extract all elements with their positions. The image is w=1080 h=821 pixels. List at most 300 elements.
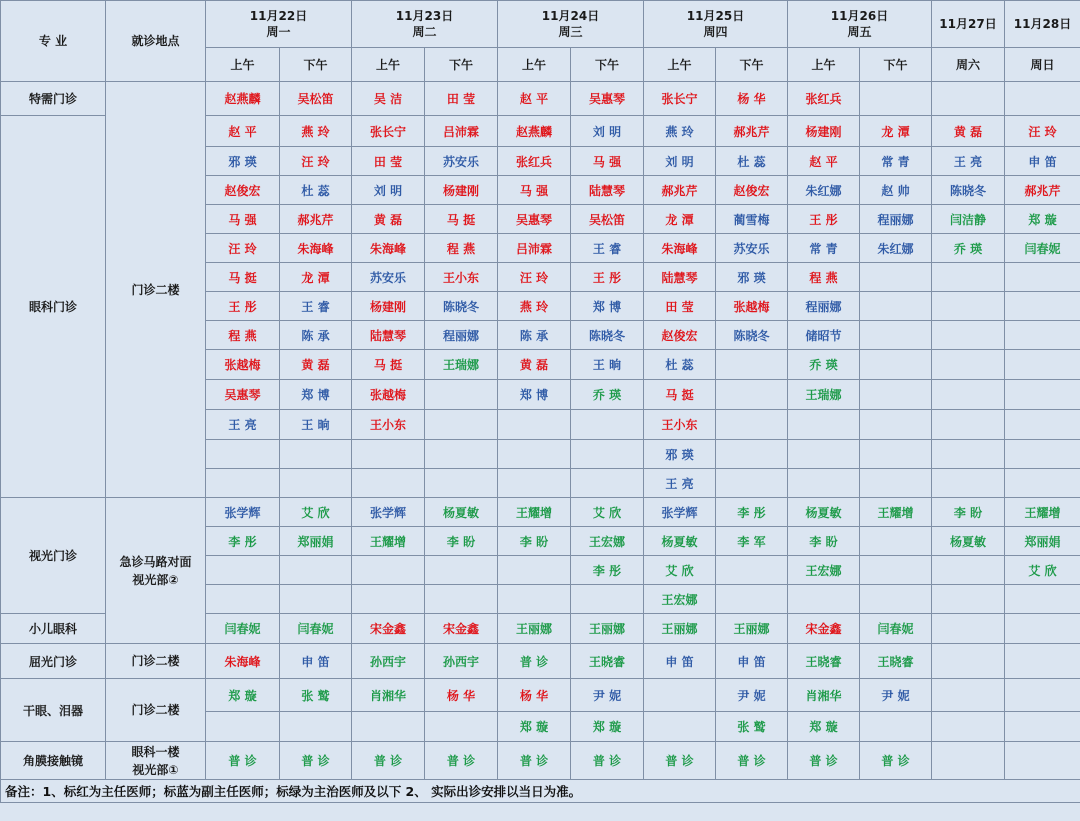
- doctor-cell: 储昭节: [788, 321, 860, 350]
- doctor-cell: 张 鹫: [716, 712, 788, 742]
- doctor-cell: 吴惠琴: [498, 205, 571, 234]
- doctor-cell: 苏安乐: [716, 234, 788, 263]
- doctor-cell: [716, 585, 788, 614]
- doctor-cell: [860, 380, 932, 410]
- doctor-cell: 郑 博: [571, 292, 644, 321]
- doctor-cell: [352, 712, 425, 742]
- doctor-cell: 宋金鑫: [788, 614, 860, 644]
- doctor-cell: [206, 556, 280, 585]
- doctor-cell: 申 笛: [1005, 147, 1080, 176]
- doctor-cell: [860, 321, 932, 350]
- doctor-cell: [571, 410, 644, 440]
- slot-tue-am: 上午: [352, 48, 425, 82]
- doctor-cell: 王 亮: [206, 410, 280, 440]
- doctor-cell: [498, 440, 571, 469]
- location-cell: 门诊二楼: [106, 644, 206, 679]
- doctor-cell: 普 诊: [571, 742, 644, 780]
- slot-sun: 周日: [1005, 48, 1080, 82]
- doctor-cell: [352, 585, 425, 614]
- doctor-cell: 朱海峰: [206, 644, 280, 679]
- doctor-cell: 王丽娜: [498, 614, 571, 644]
- doctor-cell: 郑丽娟: [280, 527, 352, 556]
- doctor-cell: 赵燕麟: [498, 116, 571, 147]
- doctor-cell: 郑 璇: [1005, 205, 1080, 234]
- doctor-cell: 闫春妮: [280, 614, 352, 644]
- doctor-cell: [860, 410, 932, 440]
- header-day-mon: 11月22日 周一: [206, 1, 352, 48]
- doctor-cell: 吴惠琴: [206, 380, 280, 410]
- slot-thu-am: 上午: [644, 48, 716, 82]
- doctor-cell: 刘 明: [644, 147, 716, 176]
- doctor-cell: 李 盼: [788, 527, 860, 556]
- doctor-cell: [498, 556, 571, 585]
- doctor-cell: [1005, 585, 1080, 614]
- doctor-cell: [932, 585, 1005, 614]
- doctor-cell: 马 强: [571, 147, 644, 176]
- doctor-cell: [788, 585, 860, 614]
- doctor-cell: [932, 614, 1005, 644]
- doctor-cell: 刘 明: [352, 176, 425, 205]
- doctor-cell: 艾 欣: [644, 556, 716, 585]
- doctor-cell: 普 诊: [860, 742, 932, 780]
- doctor-cell: [1005, 292, 1080, 321]
- doctor-cell: 张越梅: [352, 380, 425, 410]
- doctor-cell: 王耀增: [352, 527, 425, 556]
- doctor-cell: 田 莹: [644, 292, 716, 321]
- doctor-cell: 申 笛: [280, 644, 352, 679]
- doctor-cell: [498, 469, 571, 498]
- doctor-cell: 普 诊: [206, 742, 280, 780]
- doctor-cell: [932, 440, 1005, 469]
- doctor-cell: 艾 欣: [280, 498, 352, 527]
- doctor-cell: 黄 磊: [280, 350, 352, 380]
- doctor-cell: 李 盼: [425, 527, 498, 556]
- doctor-cell: 陆慧琴: [571, 176, 644, 205]
- header-row-days: [1, 1, 1080, 48]
- doctor-cell: 陈晓冬: [932, 176, 1005, 205]
- doctor-cell: 程 燕: [425, 234, 498, 263]
- header-day-tue: 11月23日 周二: [352, 1, 498, 48]
- doctor-cell: 马 挺: [425, 205, 498, 234]
- doctor-cell: 普 诊: [352, 742, 425, 780]
- doctor-cell: 马 强: [498, 176, 571, 205]
- doctor-cell: 程丽娜: [788, 292, 860, 321]
- schedule-row: [1, 82, 1080, 116]
- doctor-cell: 常 青: [788, 234, 860, 263]
- doctor-cell: 黄 磊: [932, 116, 1005, 147]
- doctor-cell: 普 诊: [716, 742, 788, 780]
- doctor-cell: [860, 292, 932, 321]
- doctor-cell: 朱红娜: [860, 234, 932, 263]
- doctor-cell: 郝兆芹: [280, 205, 352, 234]
- specialty-cell: 视光门诊: [1, 498, 106, 614]
- doctor-cell: [860, 469, 932, 498]
- doctor-cell: [352, 469, 425, 498]
- doctor-cell: 杨建刚: [425, 176, 498, 205]
- doctor-cell: 汪 玲: [1005, 116, 1080, 147]
- specialty-cell: 屈光门诊: [1, 644, 106, 679]
- doctor-cell: 王瑞娜: [788, 380, 860, 410]
- doctor-cell: 赵燕麟: [206, 82, 280, 116]
- doctor-cell: [280, 556, 352, 585]
- doctor-cell: 龙 潭: [860, 116, 932, 147]
- doctor-cell: 杜 蕊: [716, 147, 788, 176]
- doctor-cell: 闫洁静: [932, 205, 1005, 234]
- doctor-cell: 李 盼: [498, 527, 571, 556]
- doctor-cell: 汪 玲: [498, 263, 571, 292]
- doctor-cell: 陈晓冬: [716, 321, 788, 350]
- location-cell: 门诊二楼: [106, 679, 206, 742]
- slot-mon-am: 上午: [206, 48, 280, 82]
- doctor-cell: [1005, 712, 1080, 742]
- doctor-cell: 陈晓冬: [571, 321, 644, 350]
- schedule-row: [1, 679, 1080, 712]
- doctor-cell: 田 莹: [425, 82, 498, 116]
- doctor-cell: 吴 洁: [352, 82, 425, 116]
- doctor-cell: [716, 380, 788, 410]
- doctor-cell: [860, 585, 932, 614]
- doctor-cell: 郑 博: [280, 380, 352, 410]
- doctor-cell: [1005, 440, 1080, 469]
- doctor-cell: [1005, 644, 1080, 679]
- doctor-cell: 闫春妮: [206, 614, 280, 644]
- doctor-cell: 王小东: [352, 410, 425, 440]
- doctor-cell: [425, 469, 498, 498]
- doctor-cell: [788, 469, 860, 498]
- doctor-cell: 杨建刚: [788, 116, 860, 147]
- doctor-cell: 邪 瑛: [206, 147, 280, 176]
- doctor-cell: 陈 承: [498, 321, 571, 350]
- doctor-cell: 尹 妮: [860, 679, 932, 712]
- slot-thu-pm: 下午: [716, 48, 788, 82]
- doctor-cell: [1005, 321, 1080, 350]
- doctor-cell: [860, 527, 932, 556]
- specialty-cell: 眼科门诊: [1, 116, 106, 498]
- doctor-cell: 王耀增: [498, 498, 571, 527]
- doctor-cell: 杨 华: [716, 82, 788, 116]
- slot-wed-am: 上午: [498, 48, 571, 82]
- doctor-cell: 赵俊宏: [206, 176, 280, 205]
- doctor-cell: 普 诊: [644, 742, 716, 780]
- doctor-cell: 杨建刚: [352, 292, 425, 321]
- doctor-cell: 郑 璇: [206, 679, 280, 712]
- slot-mon-pm: 下午: [280, 48, 352, 82]
- doctor-cell: 燕 玲: [498, 292, 571, 321]
- doctor-cell: 赵俊宏: [716, 176, 788, 205]
- doctor-cell: 王晓睿: [571, 644, 644, 679]
- doctor-cell: 王丽娜: [571, 614, 644, 644]
- doctor-cell: 肖湘华: [352, 679, 425, 712]
- doctor-cell: 李 军: [716, 527, 788, 556]
- doctor-cell: 燕 玲: [280, 116, 352, 147]
- doctor-cell: [1005, 410, 1080, 440]
- doctor-cell: 常 青: [860, 147, 932, 176]
- doctor-cell: 普 诊: [425, 742, 498, 780]
- doctor-cell: [571, 440, 644, 469]
- doctor-cell: 尹 妮: [716, 679, 788, 712]
- doctor-cell: 邪 瑛: [716, 263, 788, 292]
- doctor-cell: [716, 410, 788, 440]
- header-day-fri: 11月26日 周五: [788, 1, 932, 48]
- doctor-cell: [932, 712, 1005, 742]
- doctor-cell: 王 睿: [280, 292, 352, 321]
- doctor-cell: 龙 潭: [280, 263, 352, 292]
- doctor-cell: 黄 磊: [352, 205, 425, 234]
- doctor-cell: 燕 玲: [644, 116, 716, 147]
- doctor-cell: 赵 平: [788, 147, 860, 176]
- doctor-cell: [932, 556, 1005, 585]
- doctor-cell: 王小东: [425, 263, 498, 292]
- location-cell: 眼科一楼 视光部①: [106, 742, 206, 780]
- doctor-cell: 杨夏敏: [644, 527, 716, 556]
- doctor-cell: 朱海峰: [644, 234, 716, 263]
- doctor-cell: 宋金鑫: [425, 614, 498, 644]
- doctor-cell: [1005, 614, 1080, 644]
- doctor-cell: [932, 263, 1005, 292]
- doctor-cell: 苏安乐: [352, 263, 425, 292]
- doctor-cell: [1005, 679, 1080, 712]
- doctor-cell: 杨 华: [425, 679, 498, 712]
- location-cell: 门诊二楼: [106, 82, 206, 498]
- doctor-cell: [932, 82, 1005, 116]
- doctor-cell: [571, 585, 644, 614]
- doctor-cell: [498, 410, 571, 440]
- doctor-cell: 马 挺: [644, 380, 716, 410]
- doctor-cell: 苏安乐: [425, 147, 498, 176]
- doctor-cell: [932, 469, 1005, 498]
- doctor-cell: 王瑞娜: [425, 350, 498, 380]
- doctor-cell: 龙 潭: [644, 205, 716, 234]
- doctor-cell: [860, 350, 932, 380]
- doctor-cell: 黄 磊: [498, 350, 571, 380]
- doctor-cell: 李 盼: [932, 498, 1005, 527]
- doctor-cell: 王 彤: [788, 205, 860, 234]
- doctor-cell: 吕沛霖: [425, 116, 498, 147]
- doctor-cell: 孙西宇: [352, 644, 425, 679]
- doctor-cell: 尹 妮: [571, 679, 644, 712]
- doctor-cell: 乔 瑛: [932, 234, 1005, 263]
- doctor-cell: [932, 292, 1005, 321]
- specialty-cell: 小儿眼科: [1, 614, 106, 644]
- doctor-cell: 王 彤: [571, 263, 644, 292]
- doctor-cell: 王 睿: [571, 234, 644, 263]
- doctor-cell: 杨夏敏: [932, 527, 1005, 556]
- doctor-cell: 程丽娜: [425, 321, 498, 350]
- doctor-cell: 郑丽娟: [1005, 527, 1080, 556]
- doctor-cell: [206, 469, 280, 498]
- doctor-cell: 王 彤: [206, 292, 280, 321]
- doctor-cell: [352, 440, 425, 469]
- doctor-cell: 普 诊: [498, 644, 571, 679]
- header-location: 就诊地点: [106, 1, 206, 82]
- doctor-cell: 李 彤: [206, 527, 280, 556]
- schedule-row: [1, 498, 1080, 527]
- doctor-cell: [571, 469, 644, 498]
- slot-fri-pm: 下午: [860, 48, 932, 82]
- doctor-cell: [860, 82, 932, 116]
- doctor-cell: [1005, 350, 1080, 380]
- doctor-cell: 吴松笛: [571, 205, 644, 234]
- doctor-cell: 王丽娜: [644, 614, 716, 644]
- schedule-row: [1, 644, 1080, 679]
- doctor-cell: 普 诊: [788, 742, 860, 780]
- doctor-cell: 闫春妮: [860, 614, 932, 644]
- slot-wed-pm: 下午: [571, 48, 644, 82]
- doctor-cell: 申 笛: [716, 644, 788, 679]
- doctor-cell: [206, 712, 280, 742]
- doctor-cell: 王耀增: [860, 498, 932, 527]
- doctor-cell: 张学辉: [206, 498, 280, 527]
- doctor-cell: [932, 410, 1005, 440]
- doctor-cell: 艾 欣: [571, 498, 644, 527]
- doctor-cell: 王 亮: [644, 469, 716, 498]
- doctor-cell: 蔺雪梅: [716, 205, 788, 234]
- doctor-cell: [1005, 263, 1080, 292]
- doctor-cell: [716, 469, 788, 498]
- doctor-cell: [498, 585, 571, 614]
- slot-tue-pm: 下午: [425, 48, 498, 82]
- doctor-cell: [425, 556, 498, 585]
- doctor-cell: 李 彤: [571, 556, 644, 585]
- note-row: [1, 780, 1080, 803]
- doctor-cell: [280, 440, 352, 469]
- doctor-cell: [788, 440, 860, 469]
- doctor-cell: [280, 469, 352, 498]
- doctor-cell: 杨夏敏: [425, 498, 498, 527]
- doctor-cell: [1005, 469, 1080, 498]
- slot-sat: 周六: [932, 48, 1005, 82]
- doctor-cell: 张 鹫: [280, 679, 352, 712]
- doctor-cell: 王晓睿: [788, 644, 860, 679]
- doctor-cell: 王耀增: [1005, 498, 1080, 527]
- doctor-cell: 王宏娜: [571, 527, 644, 556]
- specialty-cell: 干眼、泪器: [1, 679, 106, 742]
- schedule-row: [1, 742, 1080, 780]
- doctor-cell: 陈 承: [280, 321, 352, 350]
- doctor-cell: [1005, 82, 1080, 116]
- doctor-cell: 乔 瑛: [788, 350, 860, 380]
- specialty-cell: 特需门诊: [1, 82, 106, 116]
- doctor-cell: [716, 350, 788, 380]
- doctor-cell: 张学辉: [352, 498, 425, 527]
- doctor-cell: 宋金鑫: [352, 614, 425, 644]
- header-day-sat: 11月27日: [932, 1, 1005, 48]
- doctor-cell: 王 晌: [280, 410, 352, 440]
- doctor-cell: 郑 璇: [498, 712, 571, 742]
- doctor-cell: 杨夏敏: [788, 498, 860, 527]
- doctor-cell: 汪 玲: [206, 234, 280, 263]
- doctor-cell: [860, 712, 932, 742]
- doctor-cell: [860, 440, 932, 469]
- doctor-cell: [1005, 742, 1080, 780]
- doctor-cell: 郑 璇: [788, 712, 860, 742]
- doctor-cell: 郑 璇: [571, 712, 644, 742]
- doctor-cell: 陆慧琴: [352, 321, 425, 350]
- doctor-cell: 王 晌: [571, 350, 644, 380]
- doctor-cell: [716, 556, 788, 585]
- doctor-cell: [425, 585, 498, 614]
- doctor-cell: [206, 585, 280, 614]
- doctor-cell: 艾 欣: [1005, 556, 1080, 585]
- doctor-cell: 王宏娜: [644, 585, 716, 614]
- doctor-cell: [352, 556, 425, 585]
- doctor-cell: [788, 410, 860, 440]
- doctor-cell: 张学辉: [644, 498, 716, 527]
- doctor-cell: [932, 321, 1005, 350]
- doctor-cell: [860, 556, 932, 585]
- doctor-cell: [932, 679, 1005, 712]
- doctor-cell: 张越梅: [716, 292, 788, 321]
- doctor-cell: [425, 440, 498, 469]
- doctor-cell: 马 强: [206, 205, 280, 234]
- header-specialty: 专 业: [1, 1, 106, 82]
- doctor-cell: 杜 蕊: [280, 176, 352, 205]
- doctor-cell: 张长宁: [644, 82, 716, 116]
- doctor-cell: 马 挺: [352, 350, 425, 380]
- doctor-cell: 郝兆芹: [716, 116, 788, 147]
- specialty-cell: 角膜接触镜: [1, 742, 106, 780]
- doctor-cell: 陈晓冬: [425, 292, 498, 321]
- doctor-cell: 赵 帅: [860, 176, 932, 205]
- doctor-cell: 朱海峰: [352, 234, 425, 263]
- doctor-cell: 申 笛: [644, 644, 716, 679]
- doctor-cell: 程 燕: [206, 321, 280, 350]
- doctor-cell: 刘 明: [571, 116, 644, 147]
- doctor-cell: [206, 440, 280, 469]
- doctor-cell: [932, 644, 1005, 679]
- doctor-cell: 肖湘华: [788, 679, 860, 712]
- doctor-cell: 吴惠琴: [571, 82, 644, 116]
- doctor-cell: 郝兆芹: [644, 176, 716, 205]
- doctor-cell: 杜 蕊: [644, 350, 716, 380]
- doctor-cell: 王宏娜: [788, 556, 860, 585]
- doctor-cell: [425, 712, 498, 742]
- doctor-cell: 杨 华: [498, 679, 571, 712]
- doctor-cell: [716, 440, 788, 469]
- doctor-cell: 张长宁: [352, 116, 425, 147]
- location-cell: 急诊马路对面 视光部②: [106, 498, 206, 644]
- doctor-cell: 李 彤: [716, 498, 788, 527]
- doctor-cell: 王小东: [644, 410, 716, 440]
- doctor-cell: 朱红娜: [788, 176, 860, 205]
- doctor-cell: 陆慧琴: [644, 263, 716, 292]
- doctor-cell: 赵俊宏: [644, 321, 716, 350]
- header-day-sun: 11月28日: [1005, 1, 1080, 48]
- doctor-cell: 吕沛霖: [498, 234, 571, 263]
- doctor-cell: 吴松笛: [280, 82, 352, 116]
- doctor-cell: [1005, 380, 1080, 410]
- doctor-cell: [860, 263, 932, 292]
- doctor-cell: [932, 380, 1005, 410]
- doctor-cell: 程 燕: [788, 263, 860, 292]
- doctor-cell: 普 诊: [498, 742, 571, 780]
- doctor-cell: 孙西宇: [425, 644, 498, 679]
- doctor-cell: [280, 712, 352, 742]
- doctor-cell: [425, 380, 498, 410]
- doctor-cell: 张红兵: [788, 82, 860, 116]
- doctor-cell: 赵 平: [498, 82, 571, 116]
- doctor-cell: 张越梅: [206, 350, 280, 380]
- doctor-cell: 汪 玲: [280, 147, 352, 176]
- doctor-cell: 王 亮: [932, 147, 1005, 176]
- doctor-cell: 张红兵: [498, 147, 571, 176]
- header-day-wed: 11月24日 周三: [498, 1, 644, 48]
- doctor-cell: 王丽娜: [716, 614, 788, 644]
- doctor-cell: 朱海峰: [280, 234, 352, 263]
- doctor-cell: 闫春妮: [1005, 234, 1080, 263]
- doctor-cell: 王晓睿: [860, 644, 932, 679]
- doctor-cell: [932, 350, 1005, 380]
